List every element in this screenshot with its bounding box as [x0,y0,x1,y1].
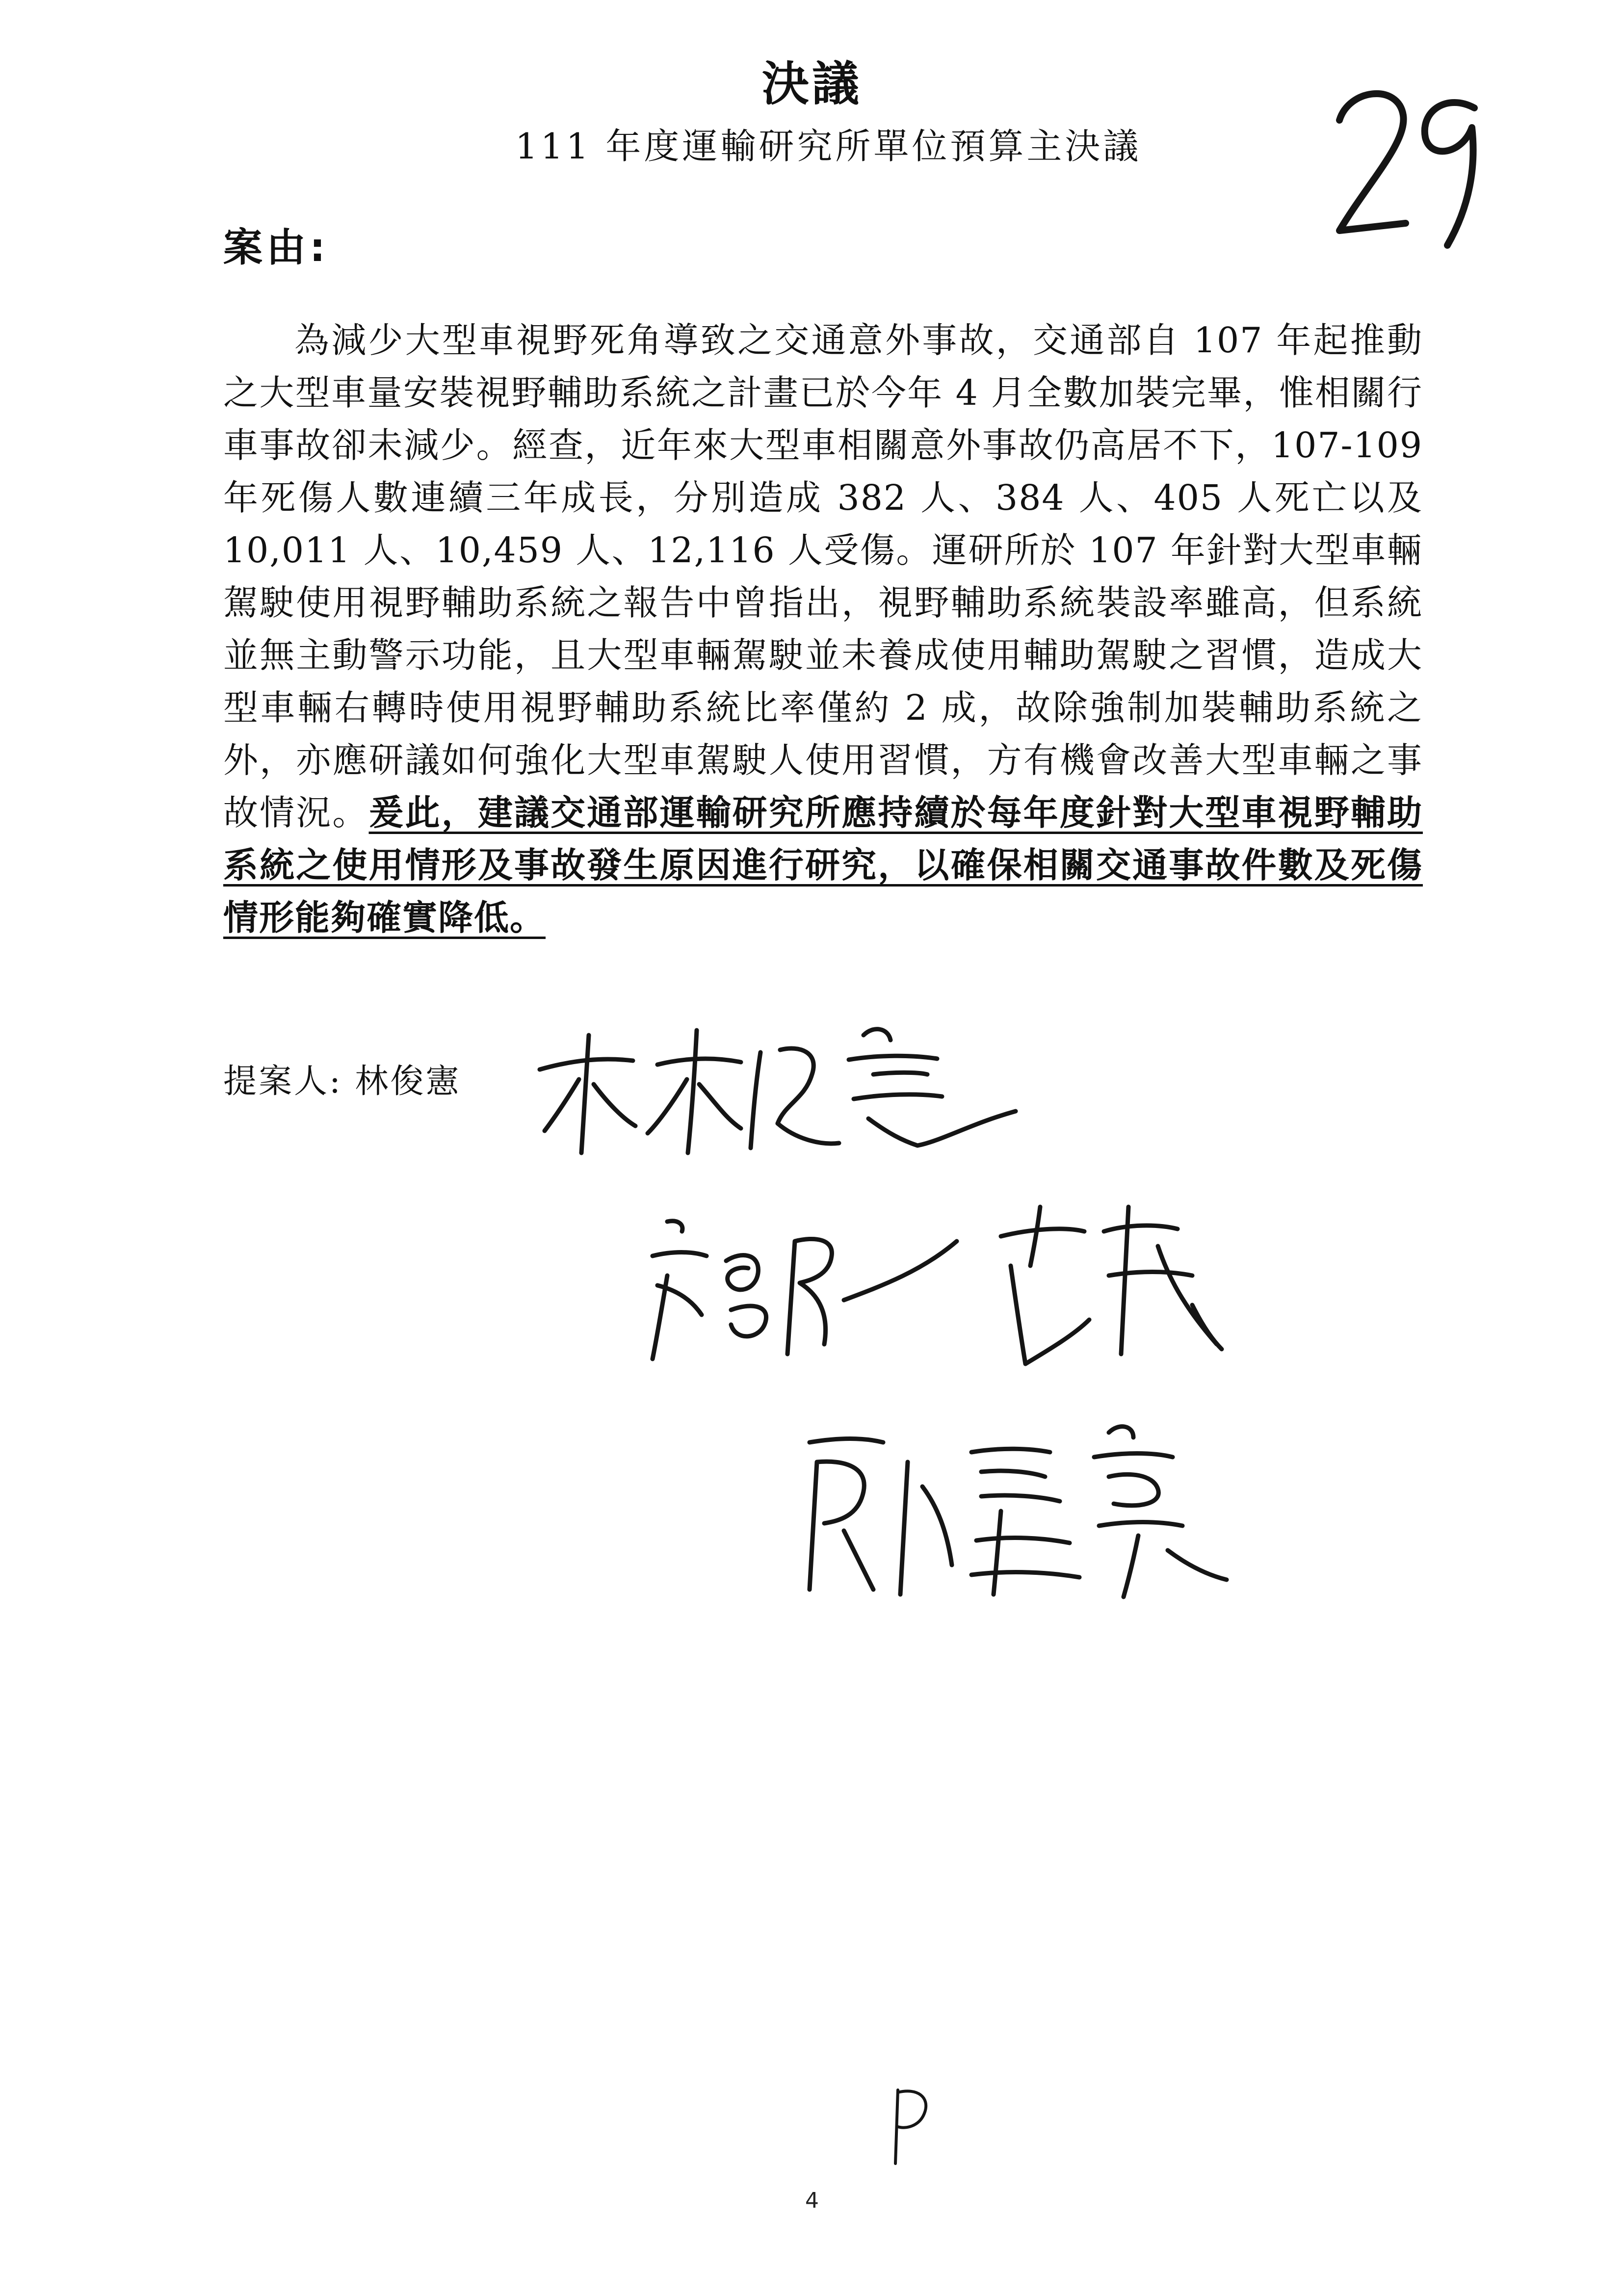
proposer-label: 提案人: [223,1062,342,1101]
handwritten-page-number [1325,74,1492,250]
signature-2 [638,1177,1276,1383]
signature-1 [530,1006,1021,1163]
handwritten-mark-p [883,2080,937,2168]
case-body [223,314,1423,944]
case-label: 案由: [223,225,329,270]
footer-page-number: 4 [805,2188,819,2213]
case-body-text: 為減少大型車視野死角導致之交通意外事故，交通部自 107 年起推動之大型車量安裝視野輔助系統之計畫已於今年 4 月全數加裝完畢，惟相關行車事故卻未減少。經查，近年來大型車相關意外事故仍高居不下，107-109 年死傷人數連續三年成長，分別造成 382 人、384 人、405 人死亡以及 10,011 人、10,459 人、12,116 人受傷。運研所於 107 年針對大型車輛駕駛使用視野輔助系統之報告中曾指出，視野輔助系統裝設率雖高，但系統並無主動警示功能，且大型車輛駕駛並未養成使用輔助駕駛之習慣，造成大型車輛右轉時使用視野輔助系統比率僅約 2 成，故除強制加裝輔助系統之外，亦應研議如何強化大型車駕駛人使用習慣，方有機會改善大型車輛之事故情況。 [223,320,1423,833]
document-subtitle: 111 年度運輸研究所單位預算主決議 [515,126,1142,167]
proposer-name: 林俊憲 [355,1062,461,1101]
resolution-text: 爰此，建議交通部運輸研究所應持續於每年度針對大型車視野輔助系統之使用情形及事故發生原因進行研究，以確保相關交通事故件數及死傷情形能夠確實降低。 [223,792,1423,938]
signature-3 [795,1403,1236,1609]
document-title: 決議 [762,56,862,111]
proposer-line [223,1055,461,1102]
